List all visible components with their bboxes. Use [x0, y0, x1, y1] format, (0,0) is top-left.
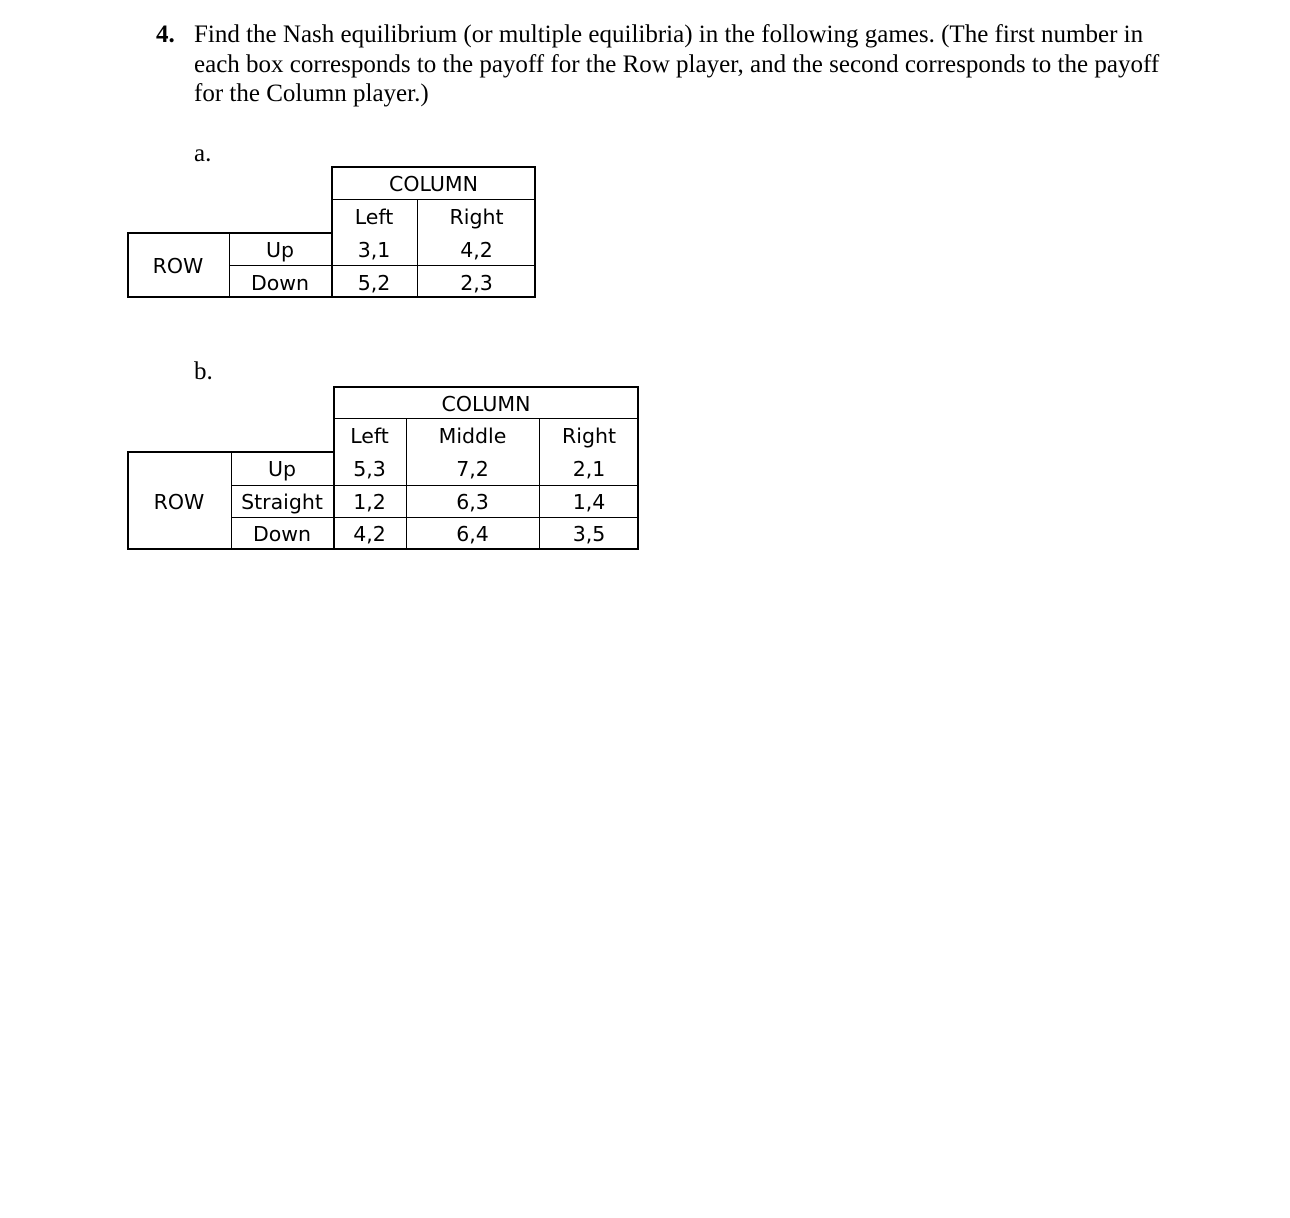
game-a-cell-up-left: 3,1	[357, 237, 391, 262]
game-b-row-label-straight: Straight	[241, 489, 323, 514]
game-b-cell-down-right: 3,5	[572, 521, 606, 546]
game-a-cell-down-right: 2,3	[460, 270, 493, 295]
game-b-cell-up-middle: 7,2	[456, 456, 489, 481]
game-b-cell-up-left: 5,3	[353, 456, 386, 481]
game-b-row-header: ROW	[153, 489, 205, 514]
game-a-row-label-up: Up	[265, 237, 295, 262]
part-b-label: b.	[194, 358, 213, 385]
game-a-row-header: ROW	[152, 254, 204, 278]
game-b-cell-straight-middle: 6,3	[456, 489, 489, 514]
game-a-column-header: COLUMN	[389, 172, 478, 196]
game-b-column-header: COLUMN	[441, 392, 531, 416]
game-a-cell-down-left: 5,2	[357, 270, 391, 295]
question	[156, 20, 1166, 109]
game-b-col-label-left: Left	[350, 423, 389, 448]
question-number: 4.	[156, 21, 175, 48]
game-b-col-label-middle: Middle	[438, 423, 507, 448]
game-b-cell-up-right: 2,1	[572, 456, 606, 481]
game-b-col-label-right: Right	[562, 423, 616, 448]
game-b-row-label-up: Up	[267, 456, 297, 481]
game-a-cell-up-right: 4,2	[460, 237, 493, 262]
game-b-cell-straight-left: 1,2	[353, 489, 386, 514]
question-text: Find the Nash equilibrium (or multiple equilibria) in the following games. (The first number in each box corresponds to the payoff for the Row player, and the second corresponds to the payoff for the Column player.)	[194, 21, 1160, 107]
game-b-cell-straight-right: 1,4	[572, 489, 606, 514]
game-b-row-label-down: Down	[252, 521, 312, 546]
game-a-row-label-down: Down	[250, 270, 310, 295]
game-a-col-label-right: Right	[449, 204, 504, 229]
game-b-cell-down-middle: 6,4	[456, 521, 489, 546]
game-a-col-label-left: Left	[354, 204, 394, 229]
game-b-cell-down-left: 4,2	[353, 521, 386, 546]
part-a-label: a.	[194, 140, 212, 167]
